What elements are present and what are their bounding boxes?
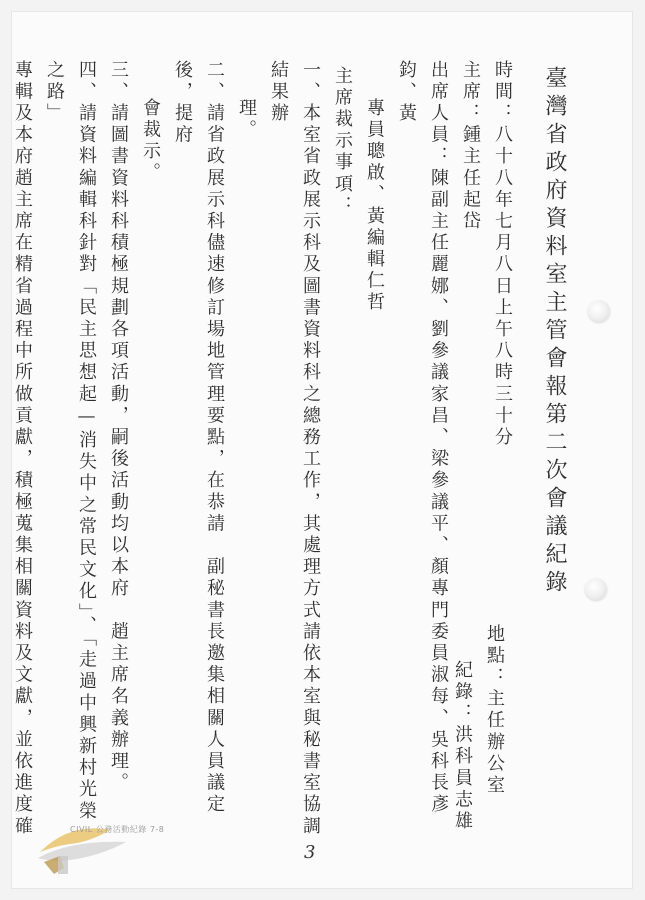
archive-logo-icon <box>30 812 140 882</box>
item-2-line-1: 二、請省政展示科儘速修訂場地管理要點，在恭請 副秘書長邀集相關人員議定後，提府 <box>172 60 225 816</box>
meta-attendees: 出席人員：陳副主任麗娜、劉參議家昌、梁參議平、顏專門委員淑每、吳科長彥鈞、黃 <box>396 60 449 816</box>
item-1-line-2: 理。 <box>236 98 257 142</box>
item-2-line-2: 會裁示。 <box>140 98 161 185</box>
section-heading: 主席裁示事項： <box>332 66 353 218</box>
page-number: 3 <box>304 842 316 863</box>
document-title: 臺灣省政府資料室主管會報第二次會議紀錄 <box>542 66 567 598</box>
item-3-line-1: 三、請圖書資料科積極規劃各項活動，嗣後活動均以本府 趙主席名義辦理。 <box>108 60 129 795</box>
meta-location: 地點：主任辦公室 <box>484 624 505 797</box>
item-4-line-1: 四、請資料編輯科針對「民主思想起—消失中之常民文化」、「走過中興新村光榮之路」 <box>44 60 97 823</box>
item-1-line-1: 一、本室省政展示科及圖書資料科之總務工作，其處理方式請依本室與秘書室協調結果辦 <box>268 60 321 838</box>
meta-recorder: 紀錄：洪科員志雄 <box>452 660 473 833</box>
document-page <box>12 12 632 888</box>
meta-time: 時間：八十八年七月八日上午八時三十分 <box>492 60 513 449</box>
meta-chair: 主席：鍾主任起岱 <box>460 60 481 233</box>
punch-hole-top <box>588 300 610 322</box>
stamp-label: CIVIL 公務活動紀錄 7-8 <box>70 825 165 834</box>
item-4-line-2: 專輯及本府趙主席在精省過程中所做貢獻，積極蒐集相關資料及文獻，並依進度確 <box>12 60 33 838</box>
meta-attendees-continued: 專員聰啟、黃編輯仁哲 <box>364 98 385 314</box>
punch-hole-bottom <box>585 578 607 600</box>
